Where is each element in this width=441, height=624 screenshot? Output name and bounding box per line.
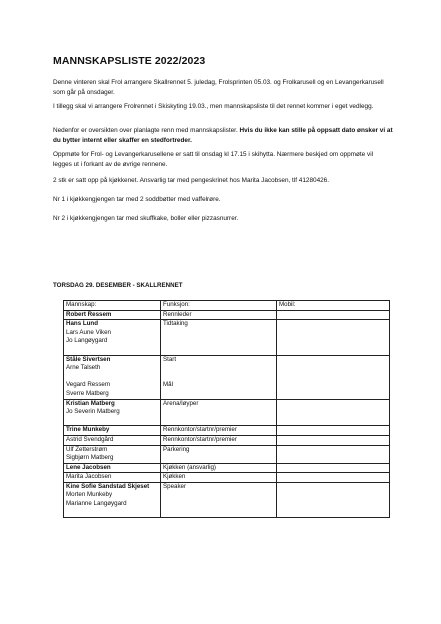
- paragraph-kitchen-nr1: [53, 195, 393, 205]
- cell-mannskap: [64, 435, 161, 445]
- crew-member-name: Lars Aune Viken: [66, 328, 111, 336]
- cell-mannskap: [64, 473, 161, 483]
- paragraph-overview-text: Nedenfor er oversikten over planlagte renn med mannskapslister.: [53, 127, 240, 134]
- table-row: [64, 463, 390, 473]
- cell-funksjon: [161, 310, 277, 320]
- crew-member-name: Hans Lund: [66, 320, 98, 328]
- cell-mobil: [277, 435, 390, 445]
- cell-funksjon: [161, 355, 277, 399]
- crew-member-name: Ståle Sivertsen: [66, 355, 111, 363]
- cell-mannskap: [64, 463, 161, 473]
- crew-function: [163, 364, 274, 373]
- crew-member-name: Marianne Langøygard: [66, 500, 127, 508]
- table-row: [64, 399, 390, 426]
- document-title: MANNSKAPSLISTE 2022/2023: [53, 55, 206, 67]
- paragraph-oppmote-text: Oppmøte for Frol- og Levangerkarusellene er satt til onsdag kl 17.15 i skihytta. Nærmere beskjed om oppmøte vil legges ut i forkant av de øvrige rennene.: [53, 151, 374, 168]
- crew-table: [63, 300, 390, 518]
- table-row: [64, 426, 390, 436]
- paragraph-kitchen-nr1-text: Nr 1 i kjøkkengjengen tar med 2 soddbøtter med vaffelrøre.: [53, 196, 221, 203]
- table-row: [64, 310, 390, 320]
- crew-function: [163, 373, 274, 382]
- crew-function: Kjøkken: [163, 473, 186, 481]
- crew-member-name: [66, 417, 158, 426]
- crew-member-name: Lene Jacobsen: [66, 463, 111, 471]
- cell-funksjon: [161, 320, 277, 355]
- crew-member-name: [66, 509, 158, 518]
- crew-member-name: Ulf Zetterstrøm: [66, 445, 108, 453]
- crew-member-name: Vegard Ressem: [66, 381, 111, 389]
- cell-funksjon: [161, 445, 277, 463]
- paragraph-overview: [53, 126, 393, 145]
- crew-function: Rennkontor/startnr/premier: [163, 426, 237, 434]
- crew-member-name: Sigbjørn Matberg: [66, 454, 114, 462]
- table-row: [64, 473, 390, 483]
- crew-member-name: Sverre Matberg: [66, 389, 109, 397]
- table-row: [64, 445, 390, 463]
- crew-member-name: Jo Langøygard: [66, 337, 108, 345]
- crew-member-name: Trine Munkeby: [66, 426, 110, 434]
- cell-mobil: [277, 320, 390, 355]
- paragraph-kitchen-text: 2 stk er satt opp på kjøkkenet. Ansvarlig tar med pengeskrinet hos Marita Jacobsen, tlf 41280426.: [53, 177, 330, 184]
- paragraph-skiskyting-text: I tillegg skal vi arrangere Frolrennet i Skiskyting 19.03., men mannskapsliste til det rennet kommer i eget vedlegg.: [53, 103, 374, 110]
- paragraph-oppmote: [53, 150, 393, 169]
- cell-mannskap: [64, 399, 161, 426]
- paragraph-kitchen-nr2: [53, 214, 393, 224]
- crew-member-name: Jo Severin Matberg: [66, 408, 120, 416]
- crew-member-name: [66, 346, 158, 355]
- crew-function: Tidtaking: [163, 320, 188, 328]
- cell-funksjon: [161, 473, 277, 483]
- paragraph-skiskyting: [53, 102, 393, 112]
- crew-member-name: [66, 373, 158, 382]
- crew-function: Rennleder: [163, 310, 192, 318]
- cell-mobil: [277, 399, 390, 426]
- cell-funksjon: [161, 399, 277, 426]
- header-funksjon: Funksjon:: [161, 301, 277, 311]
- paragraph-intro-text: Denne vinteren skal Frol arrangere Skallrennet 5. juledag, Frolsprinten 05.03. og Frolkarusell og en Levangerkarusell som går på onsdager.: [53, 79, 384, 96]
- crew-function: Kjøkken (ansvarlig): [163, 463, 216, 471]
- header-mobil: Mobil:: [277, 301, 390, 311]
- crew-function: Arena/løyper: [163, 399, 199, 407]
- cell-mannskap: [64, 445, 161, 463]
- cell-mobil: [277, 445, 390, 463]
- crew-member-name: Robert Ressem: [66, 310, 112, 318]
- cell-mobil: [277, 463, 390, 473]
- cell-mobil: [277, 355, 390, 399]
- crew-member-name: Arne Talseth: [66, 364, 101, 372]
- cell-mannskap: [64, 355, 161, 399]
- cell-funksjon: [161, 482, 277, 517]
- paragraph-intro: [53, 78, 393, 97]
- cell-mannskap: [64, 426, 161, 436]
- crew-member-name: Morten Munkeby: [66, 491, 113, 499]
- cell-funksjon: [161, 463, 277, 473]
- cell-mobil: [277, 426, 390, 436]
- crew-function: Start: [163, 355, 177, 363]
- table-row: [64, 482, 390, 517]
- table-row: [64, 355, 390, 399]
- table-row: [64, 435, 390, 445]
- crew-member-name: Kine Sofie Sandstad Skjeset: [66, 482, 150, 490]
- table-row: [64, 320, 390, 355]
- crew-member-name: Astrid Svendgård: [66, 435, 114, 443]
- cell-mobil: [277, 310, 390, 320]
- paragraph-kitchen-nr2-text: Nr 2 i kjøkkengjengen tar med skuffkake, boller eller pizzasnurrer.: [53, 215, 239, 222]
- table-header-row: [64, 301, 390, 311]
- cell-mobil: [277, 482, 390, 517]
- cell-funksjon: [161, 426, 277, 436]
- cell-mobil: [277, 473, 390, 483]
- paragraph-kitchen: [53, 176, 393, 186]
- crew-member-name: Kristian Matberg: [66, 399, 115, 407]
- crew-function: Mål: [163, 381, 173, 389]
- crew-function: Speaker: [163, 482, 187, 490]
- cell-mannskap: [64, 310, 161, 320]
- section-title: TORSDAG 29. DESEMBER - SKALLRENNET: [53, 282, 183, 289]
- crew-function: Parkering: [163, 445, 190, 453]
- cell-mannskap: [64, 482, 161, 517]
- crew-function: Rennkontor/startnr/premier: [163, 435, 237, 443]
- cell-mannskap: [64, 320, 161, 355]
- cell-funksjon: [161, 435, 277, 445]
- header-mannskap: Mannskap:: [64, 301, 161, 311]
- crew-member-name: Marita Jacobsen: [66, 473, 112, 481]
- crew-table-body: [64, 310, 390, 518]
- paragraph-overview-bold: Hvis du ikke kan stille på oppsatt dato ønsker vi at du bytter internt eller skaffer en stedfortreder.: [53, 127, 393, 144]
